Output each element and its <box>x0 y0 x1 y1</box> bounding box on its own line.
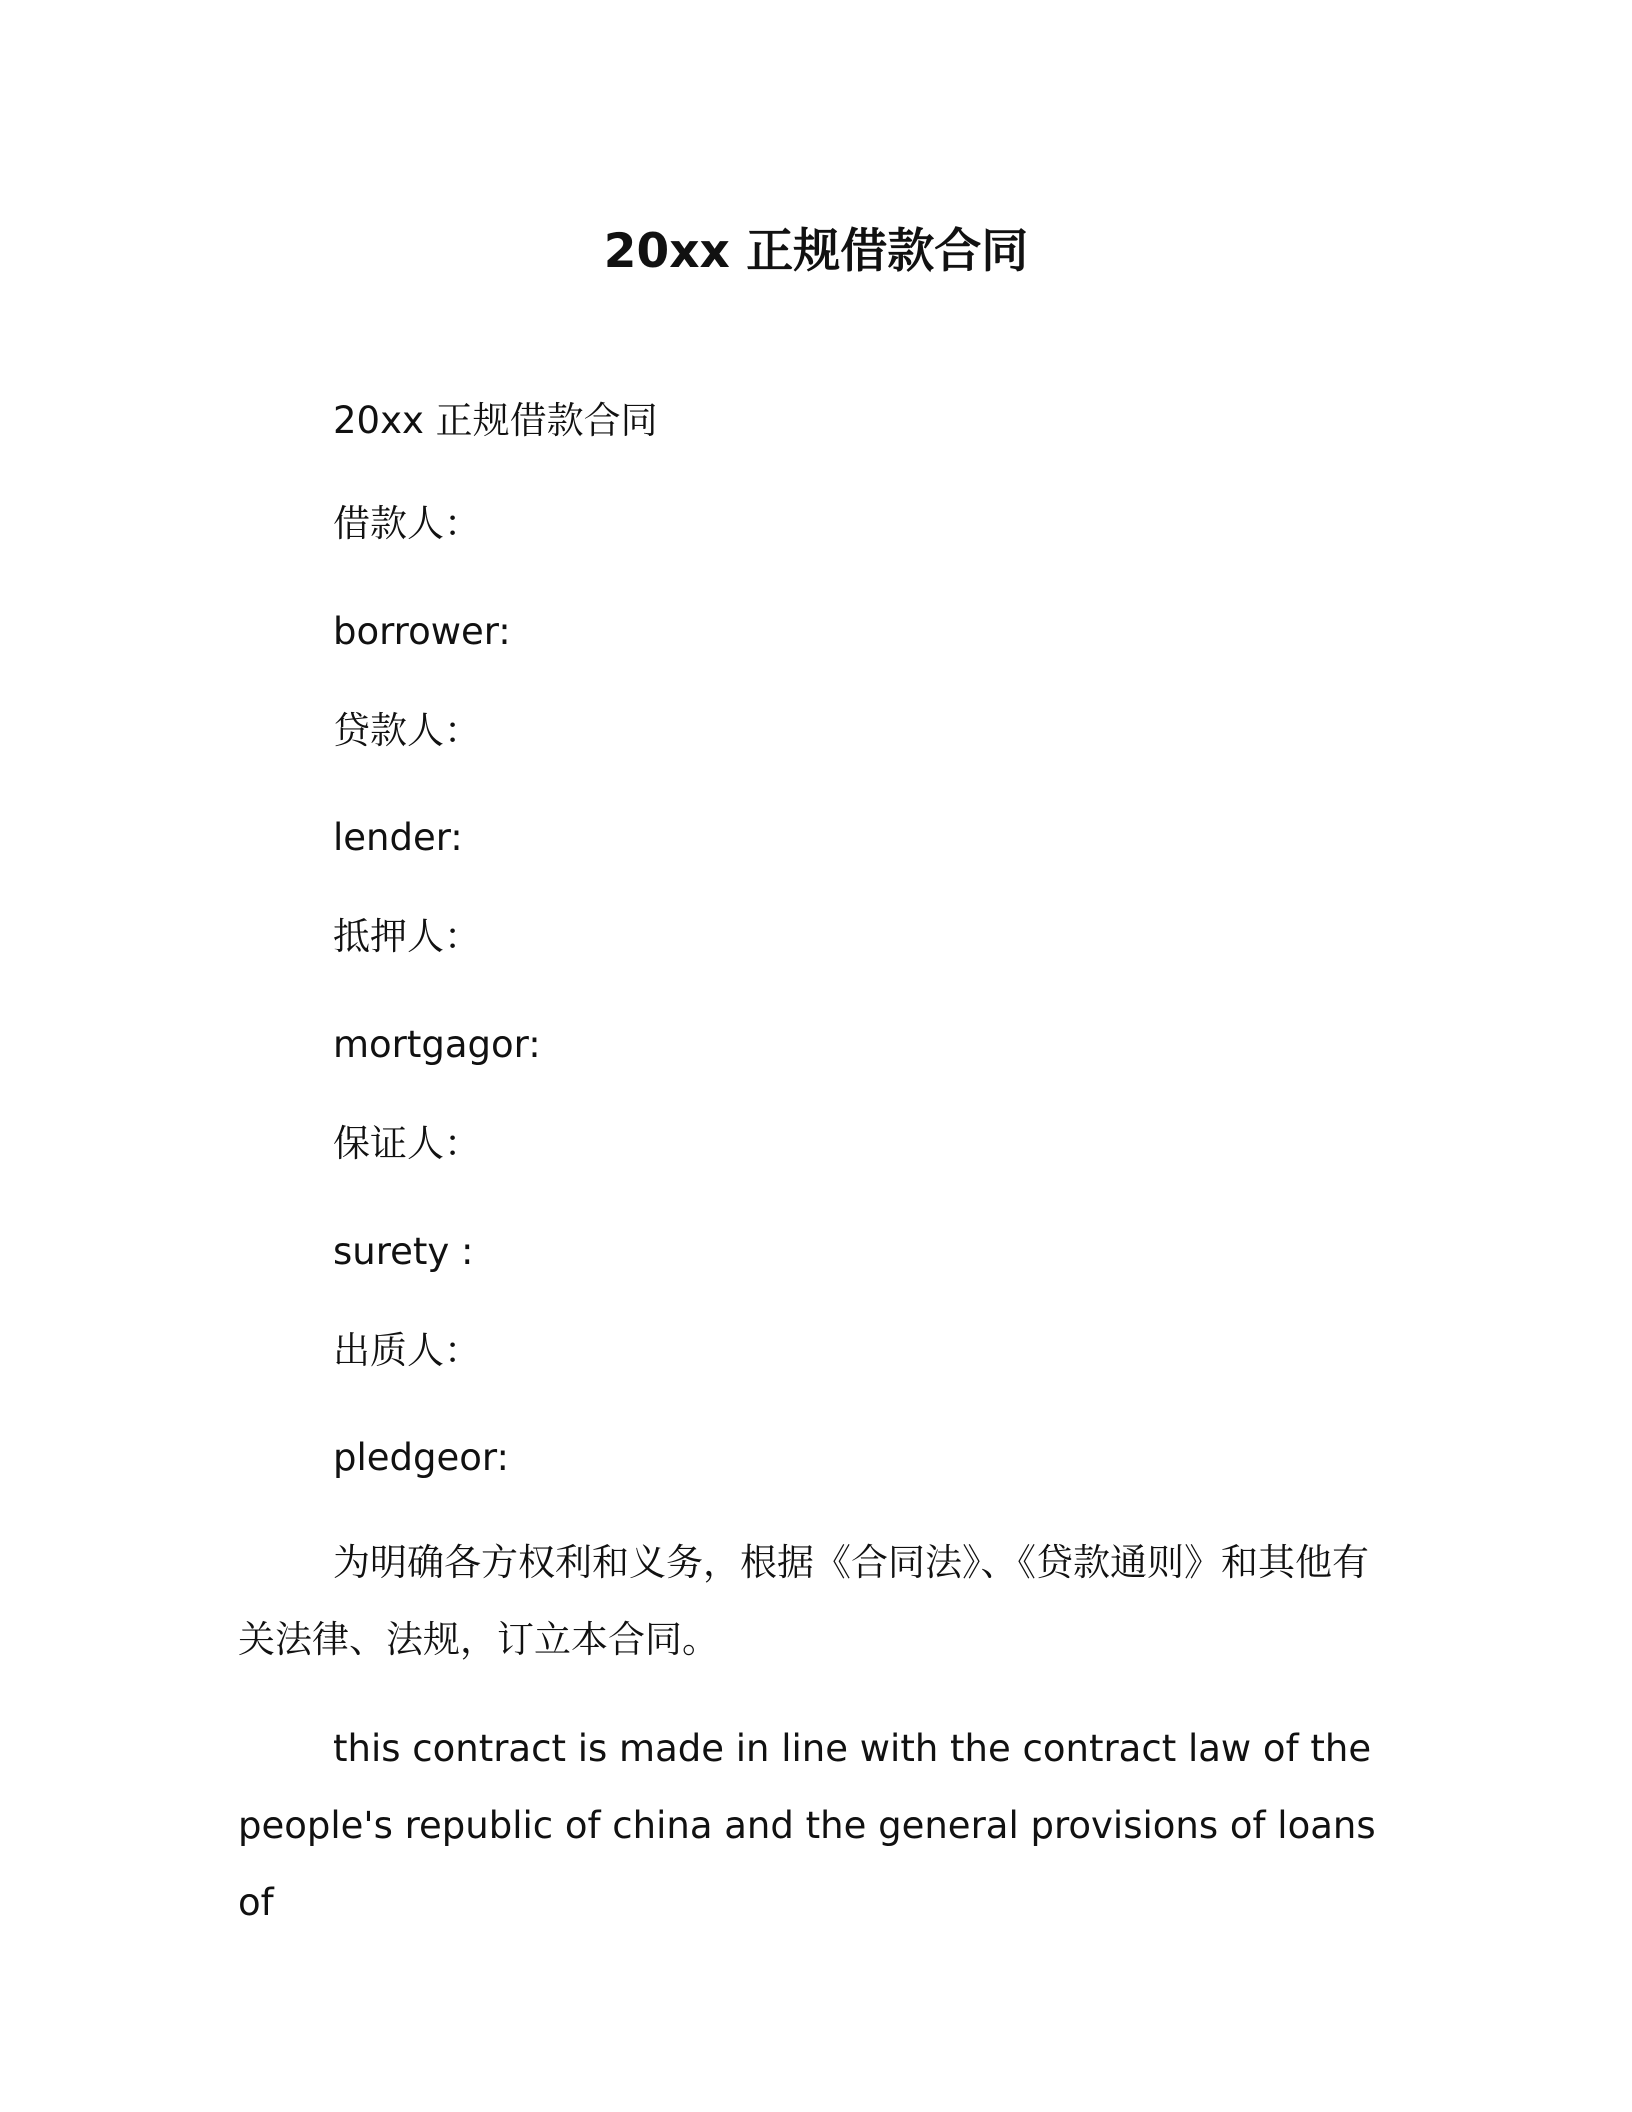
field-borrower-cn: 借款人： <box>333 502 481 545</box>
field-surety-cn: 保证人： <box>333 1122 481 1165</box>
field-lender-cn: 贷款人： <box>333 709 481 752</box>
field-pledgeor-en: pledgeor: <box>333 1436 509 1479</box>
document-title: 20xx 正规借款合同 <box>603 224 1029 279</box>
field-surety-en: surety : <box>333 1230 474 1273</box>
field-borrower-en: borrower: <box>333 610 511 653</box>
field-lender-en: lender: <box>333 816 463 859</box>
paragraph-chinese: 为明确各方权利和义务，根据《合同法》、《贷款通则》和其他有关法律、法规，订立本合同。 <box>238 1541 1369 1661</box>
field-mortgagor-en: mortgagor: <box>333 1023 541 1066</box>
field-pledgeor-cn: 出质人： <box>333 1329 481 1372</box>
paragraph-english: this contract is made in line with the contract law of the people's republic of china and the general provisions of loans of <box>238 1727 1376 1924</box>
document-subtitle: 20xx 正规借款合同 <box>333 399 658 442</box>
field-mortgagor-cn: 抵押人： <box>333 915 481 958</box>
